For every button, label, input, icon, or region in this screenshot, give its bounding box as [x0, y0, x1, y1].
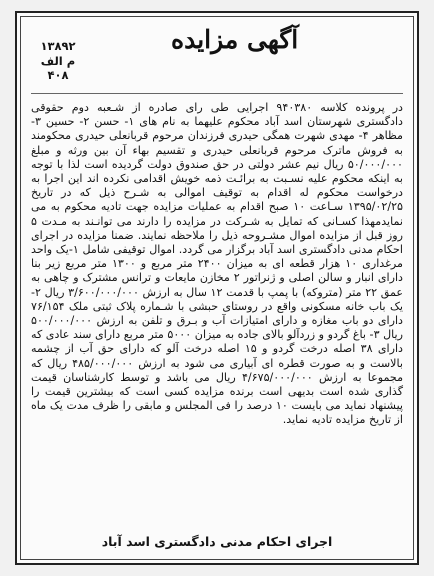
notice-inner-border — [20, 16, 414, 560]
notice-body — [31, 101, 403, 428]
notice-header — [21, 17, 413, 93]
notice-body-text: در پرونده کلاسه ۹۴۰۳۸۰ اجرایی طی رای صادره از شـعبه دوم حقوقی دادگستری شهرستان اسد آباد محکوم علیهما به نام های ۱- حسن ۲- حسین ۳- مظاهر ۴- مهدی شهرت همگی حیدری فرزندان مرحوم قربانعلی حیدری محکومند به فروش ماترک مرحوم قربانعلی حیدری و تقسیم بهاء آن بین ورثه و مبلغ ۵۰/۰۰۰/۰۰۰ ریال نیم عشر دولتی در حق صندوق دولت گردیده است لذا با توجه به اینکه محکوم علیه نسـبت به برائـت ذمه خویش اقدامی نکرده اند این اجرا به درخواست محکوم له اقدام به توقیف اموالی به شـرح ذیل که در تاریخ ۱۳۹۵/۰۲/۲۵ سـاعت ۱۰ صبح اقدام به عملیات مزایده جهت تادیه محکوم به می نمایدمهذا کسـانی که تمایل به شـرکت در مزایده را دارند می توانـند به مـدت ۵ روز قبل از مزایده اموال مشـروحه ذیل را ملاحظه نمایند. ضمنا مزایده در اجرای احکام مدنی دادگستری اسد آباد برگزار می گردد. اموال توقیفی شامل ۱-یک واحد مرغداری ۱۰ هزار قطعه ای به میزان ۲۴۰۰ متر مربع و ۱۳۰۰ متر مربع زیر بنا دارای انبار و سالن اصلی و ژنراتور ۲ مخازن مایعات و ترانس مشترک و چاهی به عمق ۲۲ متر (متروکه) با پمپ با قدمت ۱۲ سال به ارزش ۳/۶۰۰/۰۰۰/۰۰۰ ریال ۲- یک باب خانه مسکونی واقع در روستای حبشی با شـماره پلاک ثبتی ملک ۷۶/۱۵۴ دارای دو باب مغازه و دارای امتیازات آب و بـرق و تلفن به ارزش ۵۰۰/۰۰۰/۰۰۰ ریال ۳- باغ گردو و زردآلو بالای جاده به میزان ۵۰۰۰ متر مربع دارای سند عادی که دارای ۳۸ اصله درخت گردو و ۱۵ اصله درخت آلو که دارای حق آب از چشمه بالاست و به صورت قطره ای آبیاری می شود به ارزش ۴۸۵/۰۰۰/۰۰۰ ریال که مجموعا به ارزش ۴/۶۷۵/۰۰۰/۰۰۰ ریال می باشد و توسط کارشناسان قیمت گذاری شده است بدیهی است برنده مزایده کسی است که بیشترین قیمت را پیشنهاد نماید می بایست ۱۰ درصد را فی المجلس و مابقی را ظرف مدت یک ماه از تاریخ مزایده تادیه نماید. — [31, 101, 404, 427]
header-divider — [31, 93, 403, 94]
notice-reference — [27, 39, 89, 83]
notice-title: آگهی مزایده — [171, 25, 299, 54]
reference-sub: ۴۰۸ — [47, 68, 69, 82]
reference-number: ۱۳۸۹۲ — [40, 39, 76, 53]
notice-signature: اجرای احکام مدنی دادگستری اسد آباد — [101, 534, 333, 549]
reference-code: م الف — [40, 53, 76, 68]
notice-frame — [15, 11, 419, 565]
